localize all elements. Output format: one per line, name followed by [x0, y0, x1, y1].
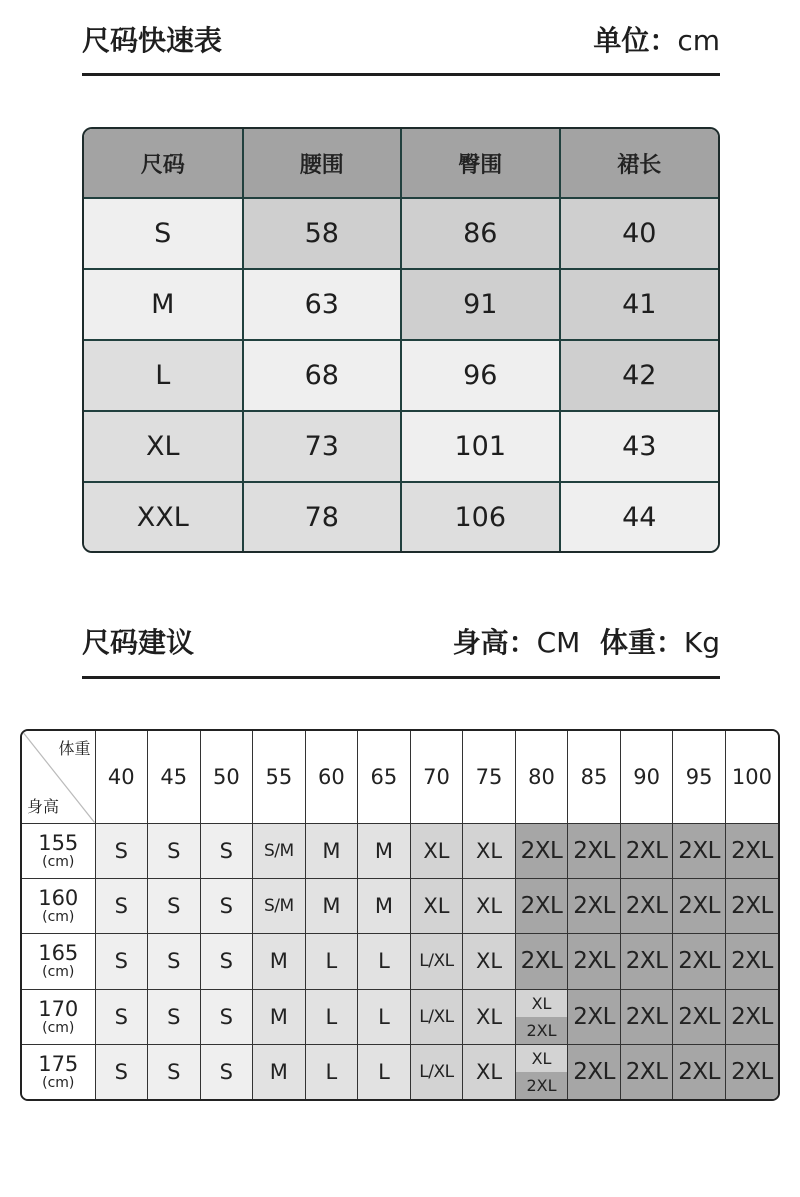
size-cell: M: [253, 934, 306, 989]
size-cell: M: [305, 878, 358, 933]
size-cell: 2XL: [620, 878, 673, 933]
table-cell: 44: [560, 482, 719, 551]
size-cell: 2XL: [515, 934, 568, 989]
size-cell: S: [148, 934, 201, 989]
size-cell: 2XL: [673, 1044, 726, 1099]
table-cell: 42: [560, 340, 719, 411]
size-cell: M: [253, 1044, 306, 1099]
height-unit: (cm): [42, 853, 75, 870]
weight-header-75: 75: [463, 731, 516, 823]
size-option-upper: XL: [516, 990, 568, 1017]
size-cell: S: [95, 934, 148, 989]
size-cell: S: [148, 878, 201, 933]
height-cell: [22, 878, 95, 933]
table-cell: 63: [243, 269, 402, 340]
size-cell: 2XL: [568, 934, 621, 989]
size-cell: 2XL: [725, 989, 778, 1044]
table-cell: S: [84, 198, 243, 269]
size-cell: S: [95, 1044, 148, 1099]
size-cell: 2XL: [568, 878, 621, 933]
weight-header-85: 85: [568, 731, 621, 823]
size-cell: L/XL: [410, 934, 463, 989]
size-cell: 2XL: [673, 989, 726, 1044]
size-cell: L/XL: [410, 989, 463, 1044]
size-cell: 2XL: [673, 878, 726, 933]
size-cell: XL: [463, 823, 516, 878]
size-cell: XL: [410, 878, 463, 933]
size-cell: S: [200, 878, 253, 933]
table-row: [22, 989, 778, 1044]
col-header-waist: 腰围: [243, 129, 402, 198]
size-option-lower: 2XL: [516, 1017, 568, 1044]
size-cell: S: [95, 989, 148, 1044]
size-cell: S: [200, 1044, 253, 1099]
quick-size-table: [82, 127, 720, 553]
table-cell: M: [84, 269, 243, 340]
size-cell: S/M: [253, 878, 306, 933]
height-unit: (cm): [42, 1074, 75, 1091]
quick-table-title: 尺码快速表: [82, 24, 223, 57]
table-row: [22, 934, 778, 989]
table-cell: 41: [560, 269, 719, 340]
size-advice-table: [20, 729, 780, 1101]
height-value: 155: [38, 830, 79, 855]
weight-header-95: 95: [673, 731, 726, 823]
size-cell: L: [358, 934, 411, 989]
table-row: [84, 198, 718, 269]
size-cell: XL: [463, 989, 516, 1044]
size-cell: 2XL: [725, 823, 778, 878]
height-weight-units: [453, 626, 720, 660]
size-cell: S: [200, 989, 253, 1044]
size-cell: S: [95, 878, 148, 933]
table-row: [22, 1044, 778, 1099]
height-unit: (cm): [42, 909, 75, 926]
height-unit: CM: [536, 626, 581, 659]
unit-label-text: 单位：: [593, 24, 678, 57]
table-row: [84, 482, 718, 551]
height-unit: (cm): [42, 964, 75, 981]
size-cell: 2XL: [568, 989, 621, 1044]
quick-table-header: [82, 24, 720, 58]
height-label: 身高：: [452, 626, 537, 659]
size-cell: 2XL: [620, 934, 673, 989]
weight-header-45: 45: [148, 731, 201, 823]
height-value: 175: [38, 1051, 79, 1076]
table-cell: XL: [84, 411, 243, 482]
weight-unit: Kg: [683, 626, 720, 659]
corner-weight-label: 体重: [58, 739, 91, 758]
table-cell: XXL: [84, 482, 243, 551]
size-option-upper: XL: [516, 1045, 568, 1072]
size-cell: XL: [463, 878, 516, 933]
split-size-cell: [515, 989, 568, 1044]
size-cell: M: [358, 878, 411, 933]
table-cell: 101: [401, 411, 560, 482]
table-cell: 91: [401, 269, 560, 340]
size-cell: 2XL: [673, 823, 726, 878]
height-cell: [22, 989, 95, 1044]
size-cell: L: [305, 934, 358, 989]
weight-header-70: 70: [410, 731, 463, 823]
size-cell: L/XL: [410, 1044, 463, 1099]
table-cell: 40: [560, 198, 719, 269]
size-cell: 2XL: [725, 1044, 778, 1099]
size-cell: 2XL: [515, 878, 568, 933]
weight-header-100: 100: [725, 731, 778, 823]
size-cell: M: [253, 989, 306, 1044]
table-cell: 43: [560, 411, 719, 482]
advice-table-title: 尺码建议: [82, 626, 195, 659]
size-cell: S: [148, 823, 201, 878]
size-cell: 2XL: [515, 823, 568, 878]
table-cell: 73: [243, 411, 402, 482]
advice-table-header: [82, 626, 720, 660]
weight-header-55: 55: [253, 731, 306, 823]
table-row: [84, 269, 718, 340]
size-cell: S: [200, 934, 253, 989]
weight-header-50: 50: [200, 731, 253, 823]
quick-table-divider: [82, 73, 720, 76]
height-value: 170: [38, 996, 79, 1021]
table-row: [84, 411, 718, 482]
height-cell: [22, 823, 95, 878]
table-cell: 96: [401, 340, 560, 411]
height-value: 165: [38, 941, 79, 966]
split-size-cell: [515, 1044, 568, 1099]
size-cell: S: [148, 1044, 201, 1099]
size-cell: 2XL: [725, 878, 778, 933]
size-cell: M: [305, 823, 358, 878]
col-header-size: 尺码: [84, 129, 243, 198]
size-cell: M: [358, 823, 411, 878]
weight-header-80: 80: [515, 731, 568, 823]
size-cell: L: [358, 1044, 411, 1099]
size-cell: S: [148, 989, 201, 1044]
size-cell: 2XL: [725, 934, 778, 989]
size-cell: XL: [410, 823, 463, 878]
size-cell: 2XL: [568, 1044, 621, 1099]
weight-header-60: 60: [305, 731, 358, 823]
table-cell: 78: [243, 482, 402, 551]
size-cell: 2XL: [620, 989, 673, 1044]
table-cell: L: [84, 340, 243, 411]
height-cell: [22, 934, 95, 989]
table-row: [84, 340, 718, 411]
weight-header-40: 40: [95, 731, 148, 823]
size-cell: 2XL: [620, 823, 673, 878]
size-cell: XL: [463, 934, 516, 989]
table-cell: 68: [243, 340, 402, 411]
quick-table-header-row: [84, 129, 718, 198]
advice-table-divider: [82, 676, 720, 679]
size-cell: L: [305, 1044, 358, 1099]
size-cell: S: [200, 823, 253, 878]
size-cell: 2XL: [620, 1044, 673, 1099]
height-value: 160: [38, 886, 79, 911]
weight-header-90: 90: [620, 731, 673, 823]
weight-header-65: 65: [358, 731, 411, 823]
col-header-hip: 臀围: [401, 129, 560, 198]
advice-header-row: [22, 731, 778, 823]
height-unit: (cm): [42, 1019, 75, 1036]
size-cell: S: [95, 823, 148, 878]
height-cell: [22, 1044, 95, 1099]
col-header-skirt-length: 裙长: [560, 129, 719, 198]
unit-label: [593, 24, 720, 58]
weight-label: 体重：: [599, 626, 684, 659]
table-row: [22, 878, 778, 933]
size-cell: L: [305, 989, 358, 1044]
unit-value: cm: [677, 24, 720, 57]
table-cell: 86: [401, 198, 560, 269]
corner-height-label: 身高: [27, 796, 60, 816]
size-cell: XL: [463, 1044, 516, 1099]
size-cell: L: [358, 989, 411, 1044]
table-row: [22, 823, 778, 878]
size-cell: S/M: [253, 823, 306, 878]
size-cell: 2XL: [673, 934, 726, 989]
size-cell: 2XL: [568, 823, 621, 878]
table-cell: 106: [401, 482, 560, 551]
size-option-lower: 2XL: [516, 1072, 568, 1099]
corner-cell: [22, 731, 95, 823]
table-cell: 58: [243, 198, 402, 269]
